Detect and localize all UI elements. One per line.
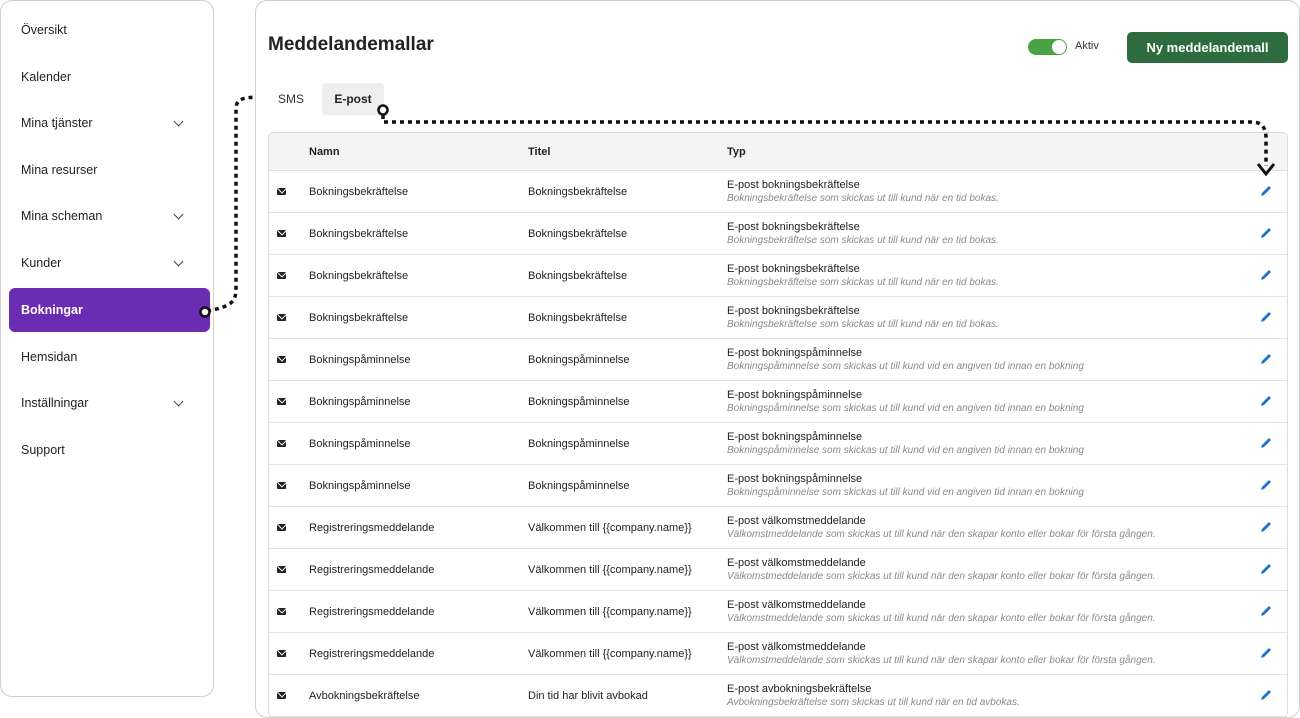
row-type: E-post bokningspåminnelse (727, 431, 863, 443)
table-row[interactable] (269, 423, 1287, 465)
row-name: Registreringsmeddelande (309, 648, 435, 660)
row-title: Bokningsbekräftelse (528, 312, 628, 324)
envelope-icon (277, 650, 286, 657)
row-type: E-post avbokningsbekräftelse (727, 683, 872, 695)
pencil-icon[interactable] (1259, 604, 1273, 618)
row-description: Bokningsbekräftelse som skickas ut till kund när en tid bokas. (727, 235, 999, 246)
table-row[interactable] (269, 381, 1287, 423)
sidebar-item-kunder[interactable] (9, 241, 210, 285)
pencil-icon[interactable] (1259, 520, 1273, 534)
row-description: Välkomstmeddelande som skickas ut till kund när den skapar konto eller bokar för första gången. (727, 529, 1156, 540)
row-name: Bokningsbekräftelse (309, 312, 409, 324)
row-type: E-post bokningspåminnelse (727, 347, 863, 359)
row-description: Avbokningsbekräftelse som skickas ut till kund när en tid avbokas. (727, 697, 1020, 708)
toggle-label: Aktiv (1075, 40, 1099, 52)
row-type: E-post bokningspåminnelse (727, 389, 863, 401)
row-description: Bokningspåminnelse som skickas ut till kund vid en angiven tid innan en bokning (727, 487, 1084, 498)
row-title: Bokningspåminnelse (528, 354, 630, 366)
row-description: Bokningspåminnelse som skickas ut till kund vid en angiven tid innan en bokning (727, 445, 1084, 456)
row-name: Bokningspåminnelse (309, 396, 411, 408)
sidebar-item-label: Hemsidan (21, 350, 78, 364)
pencil-icon[interactable] (1259, 394, 1273, 408)
envelope-icon (277, 440, 286, 447)
row-name: Bokningspåminnelse (309, 480, 411, 492)
table-body (269, 171, 1287, 717)
row-title: Bokningspåminnelse (528, 480, 630, 492)
column-header-title[interactable]: Titel (528, 146, 551, 158)
row-name: Bokningspåminnelse (309, 438, 411, 450)
pencil-icon[interactable] (1259, 688, 1273, 702)
active-toggle[interactable] (1028, 39, 1067, 55)
row-title: Bokningspåminnelse (528, 438, 630, 450)
row-title: Välkommen till {{company.name}} (528, 522, 692, 534)
pencil-icon[interactable] (1259, 646, 1273, 660)
pencil-icon[interactable] (1259, 352, 1273, 366)
row-name: Registreringsmeddelande (309, 606, 435, 618)
envelope-icon (277, 314, 286, 321)
row-name: Bokningsbekräftelse (309, 186, 409, 198)
tab-email[interactable]: E-post (322, 83, 384, 115)
row-name: Registreringsmeddelande (309, 522, 435, 534)
sidebar-item-mina-tjänster[interactable] (9, 101, 210, 145)
row-type: E-post bokningsbekräftelse (727, 263, 860, 275)
row-title: Bokningsbekräftelse (528, 186, 628, 198)
table-row[interactable] (269, 339, 1287, 381)
pencil-icon[interactable] (1259, 436, 1273, 450)
chevron-down-icon[interactable] (174, 397, 184, 407)
envelope-icon (277, 188, 286, 195)
toggle-knob (1052, 40, 1066, 54)
table-row[interactable] (269, 507, 1287, 549)
pencil-icon[interactable] (1259, 310, 1273, 324)
envelope-icon (277, 272, 286, 279)
row-title: Din tid har blivit avbokad (528, 690, 648, 702)
row-type: E-post välkomstmeddelande (727, 515, 866, 527)
row-description: Bokningsbekräftelse som skickas ut till kund när en tid bokas. (727, 319, 999, 330)
row-name: Registreringsmeddelande (309, 564, 435, 576)
row-type: E-post bokningsbekräftelse (727, 221, 860, 233)
row-title: Välkommen till {{company.name}} (528, 606, 692, 618)
envelope-icon (277, 608, 286, 615)
table-row[interactable] (269, 675, 1287, 717)
column-header-type[interactable]: Typ (727, 146, 746, 158)
sidebar-item-label: Mina tjänster (21, 116, 93, 130)
sidebar-item-mina-scheman[interactable] (9, 194, 210, 238)
table-row[interactable] (269, 297, 1287, 339)
pencil-icon[interactable] (1259, 268, 1273, 282)
row-description: Välkomstmeddelande som skickas ut till kund när den skapar konto eller bokar för första gången. (727, 655, 1156, 666)
envelope-icon (277, 356, 286, 363)
row-name: Bokningsbekräftelse (309, 228, 409, 240)
sidebar-item-label: Mina resurser (21, 163, 98, 177)
sidebar-item-mina-resurser[interactable] (9, 148, 210, 192)
page-title: Meddelandemallar (268, 34, 434, 55)
pencil-icon[interactable] (1259, 226, 1273, 240)
sidebar-item-label: Mina scheman (21, 209, 103, 223)
row-type: E-post välkomstmeddelande (727, 641, 866, 653)
table-header (269, 133, 1287, 171)
row-title: Välkommen till {{company.name}} (528, 648, 692, 660)
templates-table (268, 132, 1288, 718)
pencil-icon[interactable] (1259, 478, 1273, 492)
row-name: Bokningsbekräftelse (309, 270, 409, 282)
row-description: Välkomstmeddelande som skickas ut till kund när den skapar konto eller bokar för första gången. (727, 571, 1156, 582)
row-description: Bokningsbekräftelse som skickas ut till kund när en tid bokas. (727, 277, 999, 288)
chevron-down-icon[interactable] (174, 210, 184, 220)
row-description: Bokningsbekräftelse som skickas ut till kund när en tid bokas. (727, 193, 999, 204)
sidebar-item-översikt[interactable] (9, 8, 210, 52)
row-description: Bokningspåminnelse som skickas ut till kund vid en angiven tid innan en bokning (727, 361, 1084, 372)
envelope-icon (277, 398, 286, 405)
row-description: Välkomstmeddelande som skickas ut till kund när den skapar konto eller bokar för första gången. (727, 613, 1156, 624)
envelope-icon (277, 230, 286, 237)
sidebar-item-kalender[interactable] (9, 55, 210, 99)
pencil-icon[interactable] (1259, 562, 1273, 576)
table-row[interactable] (269, 213, 1287, 255)
sidebar-item-hemsidan[interactable] (9, 335, 210, 379)
annotation-connector-left (207, 97, 256, 311)
row-title: Bokningsbekräftelse (528, 270, 628, 282)
envelope-icon (277, 524, 286, 531)
row-name: Bokningspåminnelse (309, 354, 411, 366)
row-type: E-post bokningspåminnelse (727, 473, 863, 485)
sidebar-item-label: Support (21, 443, 65, 457)
chevron-down-icon[interactable] (174, 257, 184, 267)
sidebar-item-label: Bokningar (21, 303, 83, 317)
row-name: Avbokningsbekräftelse (309, 690, 420, 702)
pencil-icon[interactable] (1259, 184, 1273, 198)
row-title: Välkommen till {{company.name}} (528, 564, 692, 576)
new-template-button[interactable]: Ny meddelandemall (1127, 32, 1288, 63)
tab-sms[interactable]: SMS (277, 92, 304, 106)
row-title: Bokningsbekräftelse (528, 228, 628, 240)
sidebar-item-label: Översikt (21, 23, 67, 37)
row-title: Bokningspåminnelse (528, 396, 630, 408)
sidebar-item-support[interactable] (9, 428, 210, 472)
row-type: E-post bokningsbekräftelse (727, 305, 860, 317)
table-row[interactable] (269, 633, 1287, 675)
column-header-name[interactable]: Namn (309, 146, 340, 158)
envelope-icon (277, 566, 286, 573)
envelope-icon (277, 692, 286, 699)
row-type: E-post bokningsbekräftelse (727, 179, 860, 191)
chevron-down-icon[interactable] (174, 117, 184, 127)
table-row[interactable] (269, 549, 1287, 591)
table-row[interactable] (269, 255, 1287, 297)
row-description: Bokningspåminnelse som skickas ut till kund vid en angiven tid innan en bokning (727, 403, 1084, 414)
table-row[interactable] (269, 171, 1287, 213)
sidebar-item-inställningar[interactable] (9, 381, 210, 425)
sidebar-item-label: Kalender (21, 70, 72, 84)
row-type: E-post välkomstmeddelande (727, 599, 866, 611)
sidebar (0, 0, 214, 697)
table-row[interactable] (269, 465, 1287, 507)
sidebar-item-label: Kunder (21, 256, 62, 270)
main-panel (255, 0, 1300, 718)
sidebar-item-label: Inställningar (21, 396, 89, 410)
sidebar-item-bokningar[interactable] (9, 288, 210, 332)
table-row[interactable] (269, 591, 1287, 633)
envelope-icon (277, 482, 286, 489)
row-type: E-post välkomstmeddelande (727, 557, 866, 569)
